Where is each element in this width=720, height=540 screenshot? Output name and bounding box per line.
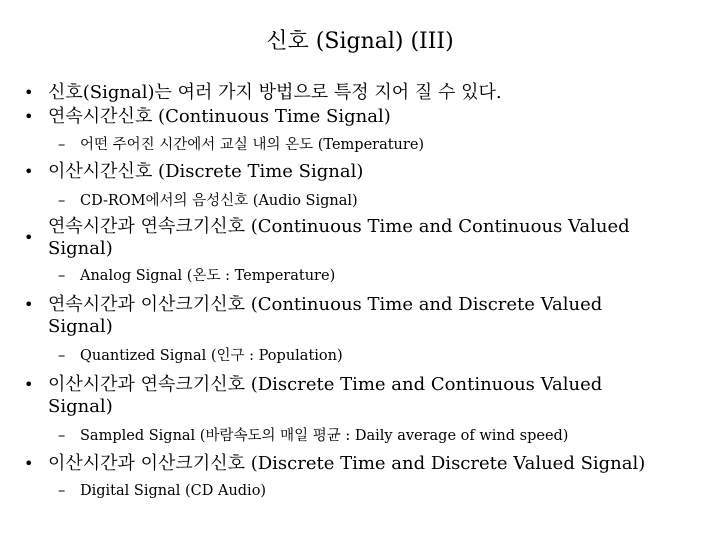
bullet-item bbox=[24, 216, 630, 260]
bullet-item bbox=[24, 106, 391, 128]
bullet-text-line-1: 연속시간과 이산크기신호 (Continuous Time and Discrete Valued bbox=[48, 294, 603, 315]
bullet-item bbox=[24, 161, 364, 183]
bullet-glyph: • bbox=[24, 83, 34, 102]
bullet-text: 이산시간과 이산크기신호 (Discrete Time and Discrete Valued Signal) bbox=[48, 453, 646, 474]
bullet-text: 연속시간신호 (Continuous Time Signal) bbox=[48, 106, 391, 127]
bullet-glyph: • bbox=[24, 107, 34, 126]
bullet-glyph: • bbox=[24, 295, 34, 314]
sub-bullet-text: Quantized Signal (인구 : Population) bbox=[80, 348, 343, 364]
bullet-item bbox=[24, 82, 502, 104]
bullet-text-line-2: Signal) bbox=[48, 396, 113, 417]
bullet-text-line-1: 이산시간과 연속크기신호 (Discrete Time and Continuous Valued bbox=[48, 374, 603, 395]
dash-glyph: – bbox=[58, 348, 66, 364]
dash-glyph: – bbox=[58, 483, 66, 499]
dash-glyph: – bbox=[58, 428, 66, 444]
bullet-text-line-2: Signal) bbox=[48, 316, 113, 337]
sub-bullet-text: Sampled Signal (바람속도의 매일 평균 : Daily average of wind speed) bbox=[80, 428, 569, 444]
dash-glyph: – bbox=[58, 193, 66, 209]
sub-bullet-text: Digital Signal (CD Audio) bbox=[80, 483, 267, 499]
bullet-text-line-2: Signal) bbox=[48, 238, 113, 259]
bullet-glyph: • bbox=[24, 162, 34, 181]
bullet-item bbox=[24, 453, 646, 475]
bullet-item bbox=[24, 374, 603, 418]
bullet-text: 신호(Signal)는 여러 가지 방법으로 특정 지어 질 수 있다. bbox=[48, 82, 502, 103]
dash-glyph: – bbox=[58, 268, 66, 284]
sub-bullet-text: 어떤 주어진 시간에서 교실 내의 온도 (Temperature) bbox=[80, 137, 425, 153]
sub-bullet-text: Analog Signal (온도 : Temperature) bbox=[80, 268, 336, 284]
slide-title: 신호 (Signal) (III) bbox=[266, 29, 454, 54]
dash-glyph: – bbox=[58, 137, 66, 153]
bullet-item bbox=[24, 294, 603, 338]
bullet-glyph: • bbox=[24, 375, 34, 394]
bullet-glyph: • bbox=[24, 454, 34, 473]
bullet-text: 이산시간신호 (Discrete Time Signal) bbox=[48, 161, 364, 182]
bullet-glyph: • bbox=[24, 228, 34, 247]
bullet-text-line-1: 연속시간과 연속크기신호 (Continuous Time and Continuous Valued bbox=[48, 216, 630, 237]
sub-bullet-text: CD-ROM에서의 음성신호 (Audio Signal) bbox=[80, 193, 358, 209]
